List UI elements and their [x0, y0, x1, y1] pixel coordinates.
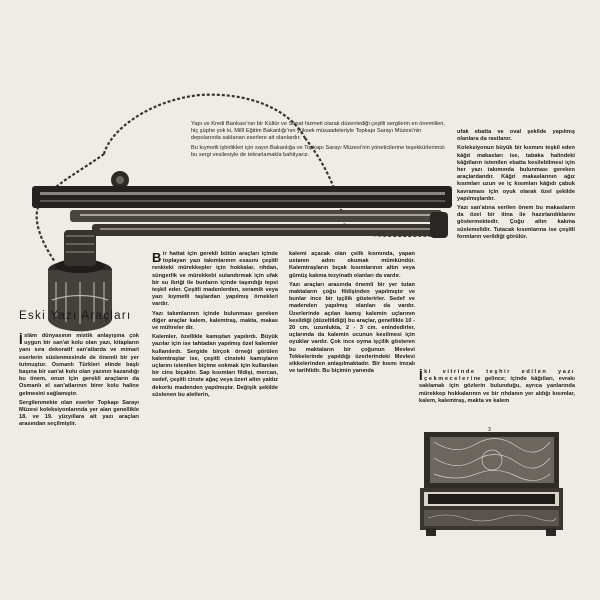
middle-paragraph: Yazı takımlarının içinde bulunması gereken diğer araçlar kalem, kalemtraş, makta, makas ve mühreler dir. [152, 310, 278, 332]
left-paragraph [19, 333, 139, 398]
right-top-paragraph: Yazı san'atına verilen önem bu makasların da özel bir itina ile hazırlandıklarını göstermektedir. Çoğu altın kakma süslemelidir. Tutacak kısımlarına ise çeşitli formların verildiği görülür. [457, 205, 575, 240]
center-paragraph: Yazı araçları arasında önemli bir yer tutan maktaların çoğu fildişinden yapılmıştır ve bunlar ince bir işçilik gösterirler. Sedef ve madenden yapılmış olanları da vardır. Üzerlerinde açılan kamış kalemin uçlarının kesildiği (düzeltildiği) bu araçlar, genellikle 10 - 20 cm. uzunlukta, 2 - 3 cm. enindedirler, uçlarında da kalemin ucunun kesilmesi için oyuklar vardır. Çok ince oyma işçilik gösteren bu maktaların bir çoğunun Mevlevi Tekkelerinde yapıldığı üzerlerindeki Mevlevi sikkelerinden anlaşılmaktadır. Bir kısmı imzalı ve tarihlidir. Bu biçimin yanında [289, 281, 415, 375]
right-top-paragraph: Koleksiyonun büyük bir kısmını teşkil eden kâğıt makasları ise, tabaka halindeki kâğıtların istenilen ebatta kesilebilmesi için her yazı takımında bulunması gereken araçlardandır. Kâğıt makaslarının ağız kısımları uzun ve iç kısımları kâğıdı çabuk kavraması için oyuk olarak özel şekilde yapılmışlardır. [457, 145, 575, 202]
intro-text-block [191, 121, 447, 161]
middle-text-block [152, 251, 278, 401]
left-paragraph: Sergilenmekte olan eserler Topkapı Sarayı Müzesi koleksiyonlarında yer alan genellikle 18. ve 19. yüzyıllara ait yazı araçları arasından seçilmiştir. [19, 399, 139, 428]
paragraph-text: ir hattat için gerekli bütün araçları içinde toplayan yazı takımlarının esasını çeşitli renkteki mürekkepler için hokkalar, rıhdan, süngerlik ve mürekkebi sulandırmak için ufak bir su ibriği ile bunların içinde taşındığı tepsi teşkil eder. Çeşitli madenlerden, seramik veya yazı kıymetli taşlardan yapılmış örnekleri vardır. [152, 251, 278, 308]
middle-paragraph [152, 251, 278, 309]
paragraph-rest: ne gelince; içinde kâğıtları, evrakı saklamak için gözlerin bulunduğu, ayrıca yanlarında mürekkep hokkalarının ve bir rıhdanın yer aldığı kısımlar, kalem, kalemtraş, makta ve kalem [419, 376, 575, 404]
middle-paragraph: Kalemler, özellikle kamıştan yapılırdı. Büyük yazılar için ise tahtadan yapılmış özel kalemler kullanılırdı. Sergide birçok örneği görülen kalemtraşlar ise, çeşitli cinsteki kamışların uçlarını istenilen biçime sokmak için kullanılan bir cins bıçaktır. Sap kısımları fildişi, mercan, sedef, çeşitli cinste ağaç veya üzeri altın yaldız dekorlu madenden yapılmıştır. Değişik şekilde süslenen bu aletlerin, [152, 334, 278, 398]
dropcap: İ [19, 332, 23, 347]
page-number: 3 [488, 427, 491, 433]
lead-text: ki vitrinde teşhir edilen yazı çekmeceleri [424, 369, 575, 383]
right-bottom-paragraph [419, 369, 575, 405]
dropcap: İ [419, 368, 423, 383]
intro-paragraph: Bu kıymetli işbirlikleri için sayın Bakanlığa ve Topkapı Sarayı Müzesi'nin yöneticilerine teşekkürlerimizi bu sergi vesilesiyle de tekrarlamakla bahtiyarız. [191, 144, 445, 158]
writing-chest-photo [416, 428, 566, 538]
paragraph-text: slâm dünyasının mistik anlayışına çok uygun bir san'at kolu olan yazı, kitapların yanı sıra dekoratif san'atlarda ve mimari eserlerin süslenmesinde de önemli bir yer tutmuştur. Osmanlı Türkleri elinde başlı başına bir san'at kolu olan yazının kazandığı bu önem, onun için gerekli araçların da Osmanlı el san'atlarının birer kolu haline gelmesini sağlamıştır. [19, 333, 139, 397]
left-text-block [19, 333, 139, 431]
right-top-text-block [457, 129, 575, 243]
right-top-paragraph: ufak ebatta ve oval şekilde yapılmış olanlara da rastlanır. [457, 129, 575, 143]
dropcap: B [152, 250, 162, 265]
center-text-block [289, 251, 415, 377]
right-bottom-text-block [419, 369, 575, 407]
section-heading: Eski Yazı Araçları [19, 310, 132, 322]
intro-paragraph: Yapı ve Kredi Bankası'nın bir Kültür ve Sanat hizmeti olarak düzenlediği çeşitli sergilerin en önemlileri, hiç şüphe yok ki, Millî Eğitim Bakanlığı'nın yüksek müsaadeleriyle Topkapı Sarayı Müzesi'nin depolarında saklanan eserlere ait olanlardır. [191, 121, 445, 142]
center-paragraph: kalemi açacak olan çelik kısmında, yapan ustanın adını okumak mümkündür. Kalemtraşların bıçak kısımlarının altın veya gümüş kakma tezyinatlı olanları da vardır. [289, 251, 415, 279]
